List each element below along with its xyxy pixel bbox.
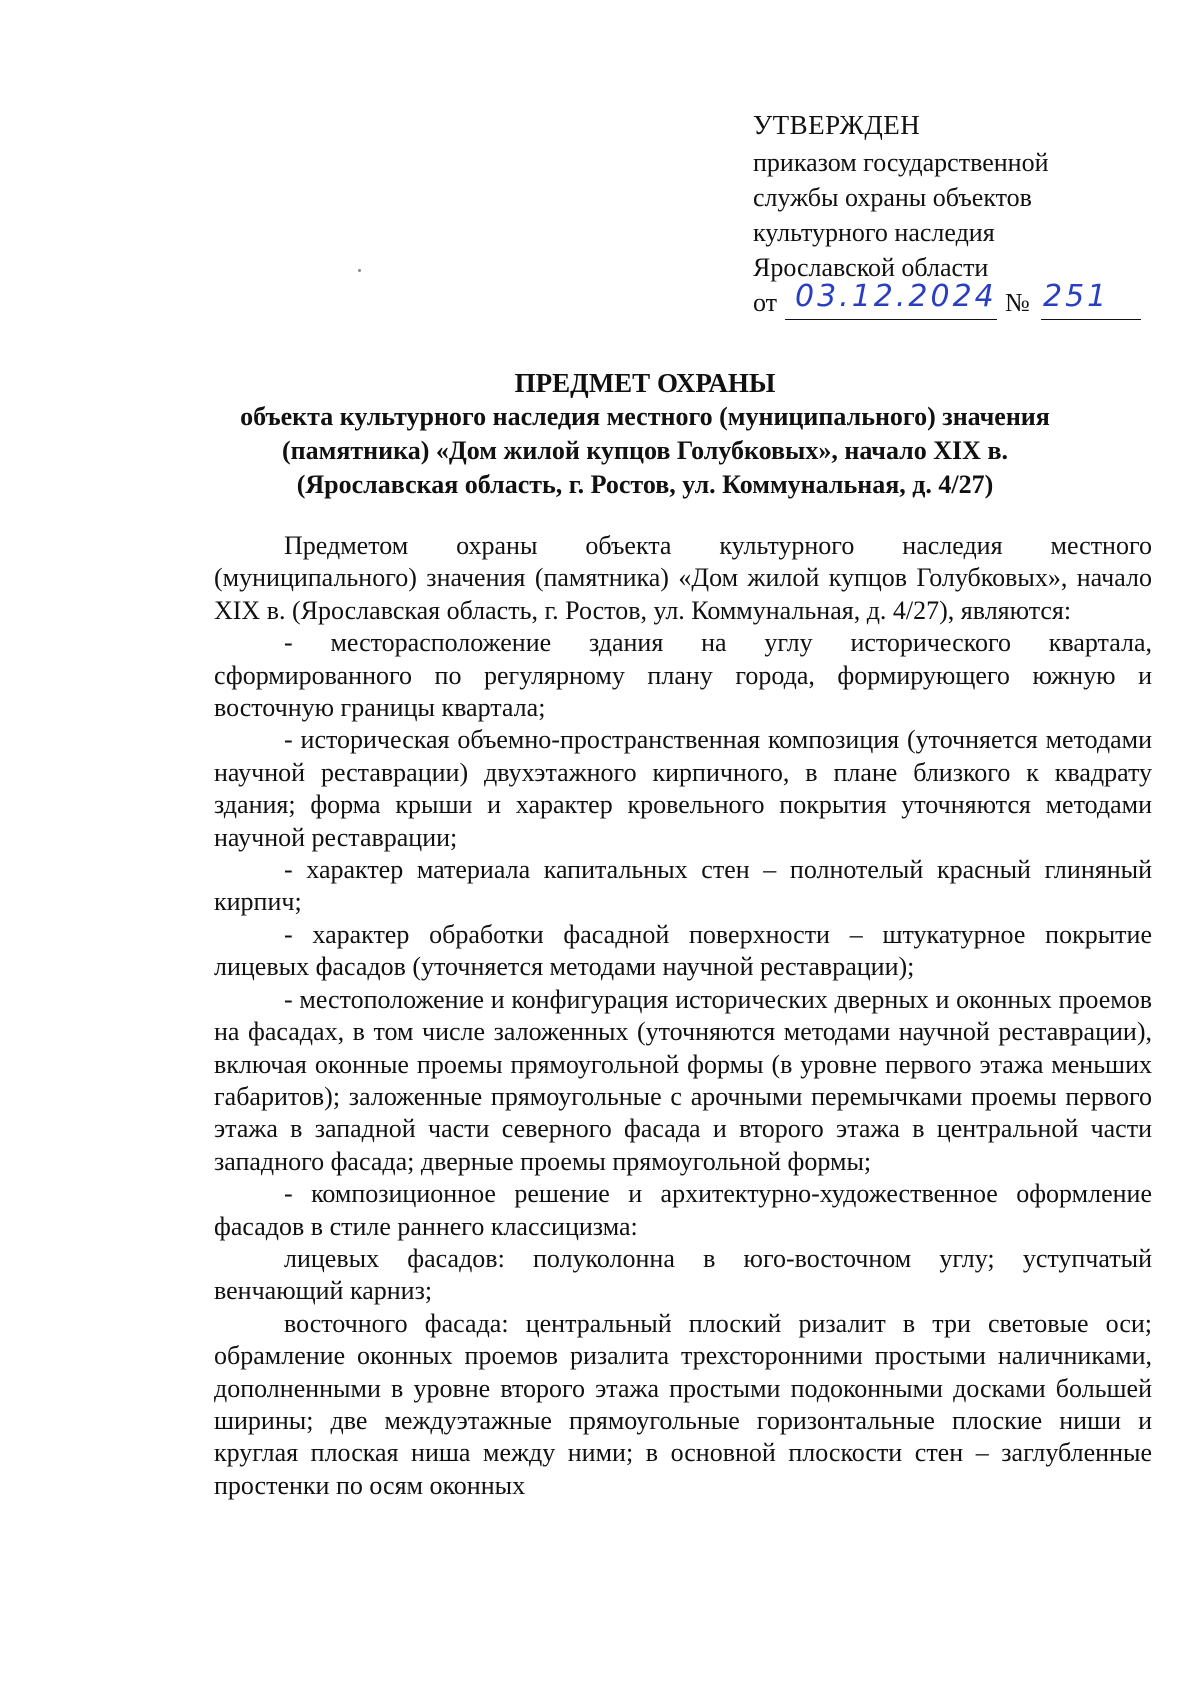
approval-date-number-row	[753, 279, 1173, 325]
number-label: №	[1005, 288, 1030, 317]
body-paragraph: восточного фасада: центральный плоский ризалит в три световые оси; обрамление оконных проемов ризалита трехсторонними простыми наличниками, дополненными в уровне второго этажа простыми подоконными досками большей ширины; две междуэтажные прямоугольные горизонтальные плоские ниши и круглая плоская ниша между ними; в основной плоскости стен – заглубленные простенки по осям оконных	[214, 1308, 1152, 1500]
from-label: от	[753, 288, 778, 317]
approval-line: приказом государственной	[753, 148, 1049, 177]
body-paragraph: - местоположение и конфигурация исторических дверных и оконных проемов на фасадах, в том числе заложенных (уточняются методами научной реставрации), включая оконные проемы прямоугольной формы (в уровне первого этажа меньших габаритов); заложенные прямоугольные с арочными перемычками проемы первого этажа в западной части северного фасада и второго этажа в центральной части западного фасада; дверные проемы прямоугольной формы;	[214, 984, 1152, 1176]
scan-speck	[358, 269, 361, 272]
handwritten-number: 251	[1043, 279, 1110, 314]
document-title: ПРЕДМЕТ ОХРАНЫ	[514, 368, 776, 398]
body-paragraph: - характер материала капитальных стен – полнотелый красный глиняный кирпич;	[214, 855, 1152, 917]
handwritten-date: 03.12.2024	[795, 279, 997, 314]
order-date-field	[785, 279, 997, 320]
title-line: объекта культурного наследия местного (муниципального) значения	[240, 402, 1050, 431]
order-number-field	[1041, 279, 1141, 320]
approval-title: УТВЕРЖДЕН	[753, 110, 921, 140]
body-paragraph: лицевых фасадов: полуколонна в юго-восточном углу; уступчатый венчающий карниз;	[214, 1243, 1152, 1306]
approval-block	[753, 108, 1173, 325]
approval-line: Ярославской области	[753, 253, 989, 282]
body-paragraph: - композиционное решение и архитектурно-художественное оформление фасадов в стиле раннего классицизма:	[214, 1179, 1152, 1241]
approval-line: культурного наследия	[753, 218, 995, 247]
body-paragraph: Предметом охраны объекта культурного наследия местного (муниципального) значения (памятника) «Дом жилой купцов Голубковых», начало XIX в. (Ярославская область, г. Ростов, ул. Коммунальная, д. 4/27), являются:	[214, 531, 1152, 625]
body-paragraph: - характер обработки фасадной поверхности – штукатурное покрытие лицевых фасадов (уточняется методами научной реставрации);	[214, 919, 1152, 982]
document-body	[214, 530, 1152, 1502]
approval-line: службы охраны объектов	[753, 183, 1032, 212]
body-paragraph: - месторасположение здания на углу исторического квартала, сформированного по регулярному плану города, формирующего южную и восточную границы квартала;	[214, 628, 1152, 723]
body-paragraph: - историческая объемно-пространственная композиция (уточняется методами научной реставрации) двухэтажного кирпичного, в плане близкого к квадрату здания; форма крыши и характер кровельного покрытия уточняются методами научной реставрации;	[214, 725, 1152, 852]
title-line: (памятника) «Дом жилой купцов Голубковых», начало XIX в.	[282, 436, 1008, 465]
document-title-block	[150, 366, 1140, 502]
title-line: (Ярославская область, г. Ростов, ул. Коммунальная, д. 4/27)	[296, 470, 994, 499]
